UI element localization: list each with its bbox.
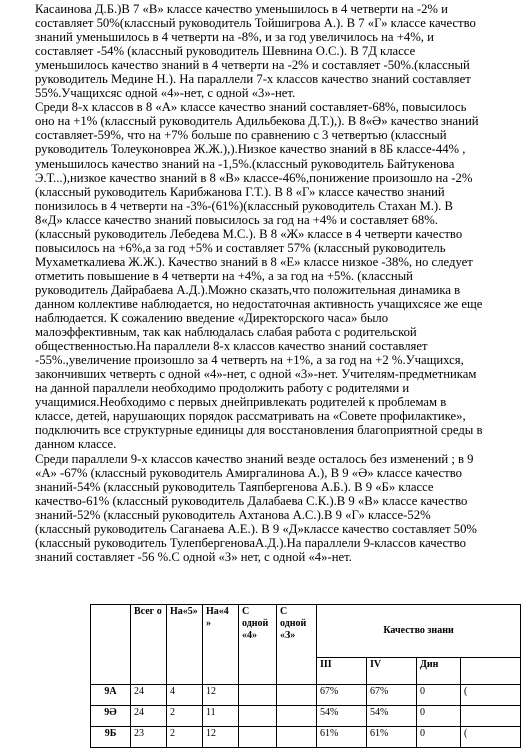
cell-class: 9А xyxy=(91,685,131,706)
cell-with-one-4 xyxy=(239,727,277,748)
cell-quarter-iii: 54% xyxy=(317,706,367,727)
paragraph-7th-grade: Касаинова Д.Б.)В 7 «В» классе качество уменьшилось в 4 четверти на -2% и составляет 50%(классный руководитель Тойшигрова А.). В 7 «Г» классе качество знаний уменьшилось в 4 четверти на -8%, и за год увеличилось на +4%, и составляет -54% (классный руководитель Шевнина О.С.). В 7Д классе уменьшилось качество знаний в 4 четверти на -2% и составляет -50%.(классный руководитель Медине Н.). На параллели 7-х классов качество знаний составляет 55%.Учащихсяс одной «4»-нет, с одной «3»-нет. xyxy=(35,2,476,101)
table-row xyxy=(91,706,521,727)
cell-with-one-4 xyxy=(239,706,277,727)
header-dynamics: Дин xyxy=(417,658,461,685)
cell-quarter-iv: 61% xyxy=(367,727,417,748)
cell-on4: 12 xyxy=(203,685,239,706)
header-quarter-iv: IV xyxy=(367,658,417,685)
cell-quarter-iii: 61% xyxy=(317,727,367,748)
cell-with-one-3 xyxy=(277,727,317,748)
header-with-one-4: С одной «4» xyxy=(239,605,277,685)
cell-total: 24 xyxy=(131,685,167,706)
header-on4: На«4 » xyxy=(203,605,239,685)
cell-on5: 2 xyxy=(167,727,203,748)
cell-quarter-iv: 54% xyxy=(367,706,417,727)
cell-dynamics: 0 xyxy=(417,706,461,727)
cell-on4: 11 xyxy=(203,706,239,727)
cell-dynamics: 0 xyxy=(417,685,461,706)
cell-total: 24 xyxy=(131,706,167,727)
table-header-row xyxy=(91,605,521,658)
cell-on5: 2 xyxy=(167,706,203,727)
cell-quarter-iii: 67% xyxy=(317,685,367,706)
cell-dynamics: 0 xyxy=(417,727,461,748)
cell-with-one-4 xyxy=(239,685,277,706)
cell-total: 23 xyxy=(131,727,167,748)
cell-with-one-3 xyxy=(277,706,317,727)
table-row xyxy=(91,727,521,748)
header-quarter-iii: III xyxy=(317,658,367,685)
table-row xyxy=(91,685,521,706)
cell-on4: 12 xyxy=(203,727,239,748)
quality-table-container xyxy=(90,604,520,739)
header-quality: Качество знани xyxy=(317,605,521,658)
document-body xyxy=(35,2,483,564)
cell-with-one-3 xyxy=(277,685,317,706)
header-on5: На«5» xyxy=(167,605,203,685)
header-with-one-3: С одной «З» xyxy=(277,605,317,685)
quality-table xyxy=(90,604,521,748)
cell-quarter-iv: 67% xyxy=(367,685,417,706)
cell-extra: ( xyxy=(461,727,521,748)
header-class xyxy=(91,605,131,685)
cell-on5: 4 xyxy=(167,685,203,706)
paragraph-8th-grade: Среди 8-х классов в 8 «А» классе качество знаний составляет-68%, повысилось оно на +1% (классный руководитель Адильбекова Д.Т.),). В 8«Ә» качество знаний составляет-59%, что на +7% больше по сравнению с 3 четвертью (классный руководитель Толеуконовреа Ж.Ж.),).Низкое качество знаний в 8Б классе-44% , уменьшилось качество знаний на -1,5%.(классный руководитель Байтукенова Э.Т...),низкое качество знаний в 8 «В» классе-46%,понижение произошло на -2% (классный руководитель Карибжанова Г.Т.). В 8 «Г» классе качество знаний понизилось в 4 четверти на -3%-(61%)(классный руководитель Стахан М.). В 8«Д» классе качество знаний повысилось за год на +4% и составляет 68%. (классный руководитель Лебедева М.С.). В 8 «Ж» классе в 4 четверти качество повысилось на +6%,а за год +5% и составляет 57% (классный руководитель Мухаметкалиева Ж.Ж.). Качество знаний в 8 «Е» классе низкое -38%, но следует отметить повышение в 4 четверти на +4%, а за год на +5%. (классный руководитель Дайрабаева А.Д.).Можно сказать,что положительная динамика в данном коллективе наблюдается, но недостаточная активность учащихсясе же еще наблюдается. К сожалению введение «Директорского часа» было малоэффективным, так как наблюдалась слабая работа с родительской общественностью.На параллели 8-х классов качество знаний составляет -55%.,увеличение произошло за 4 четверть на +1%, а за год на +2 %.Учащихся, закончивших четверть с одной «4»-нет, с одной «3»-нет. Учителям-предметникам на данной параллели необходимо продолжить работу с родителями и учащимися.Необходимо с первых днейпривлекать родителей к проблемам в классе, детей, нарушающих порядок рассматривать на «Совете профилактике», подключить все структурные единицы для восстановления благоприятной среды в данном классе. xyxy=(35,100,483,452)
cell-extra: ( xyxy=(461,685,521,706)
cell-extra xyxy=(461,706,521,727)
paragraph-9th-grade: Среди параллели 9-х классов качество знаний везде осталось без изменений ; в 9 «А» -67% (классный руководитель Амиргалинова А.), В 9 «Ә» классе качество знаний-54% (классный руководитель Таяпбергенова А.Б.). В 9 «Б» классе качество-61% (классный руководитель Далабаева С.К.).В 9 «В» классе качество знаний-52% (классный руководитель Ахтанова А.С.).В 9 «Г» классе-52% (классный руководитель Саганаева А.Е.). В 9 «Д»классе качество составляет 50% (классный руководитель ТулепбергеноваА.Д.).На параллели 9-классов качество знаний составляет -56 %.С одной «З» нет, с одной «4»-нет. xyxy=(35,451,478,564)
cell-class: 9Б xyxy=(91,727,131,748)
header-total: Всег о xyxy=(131,605,167,685)
cell-class: 9Ә xyxy=(91,706,131,727)
header-extra xyxy=(461,658,521,685)
